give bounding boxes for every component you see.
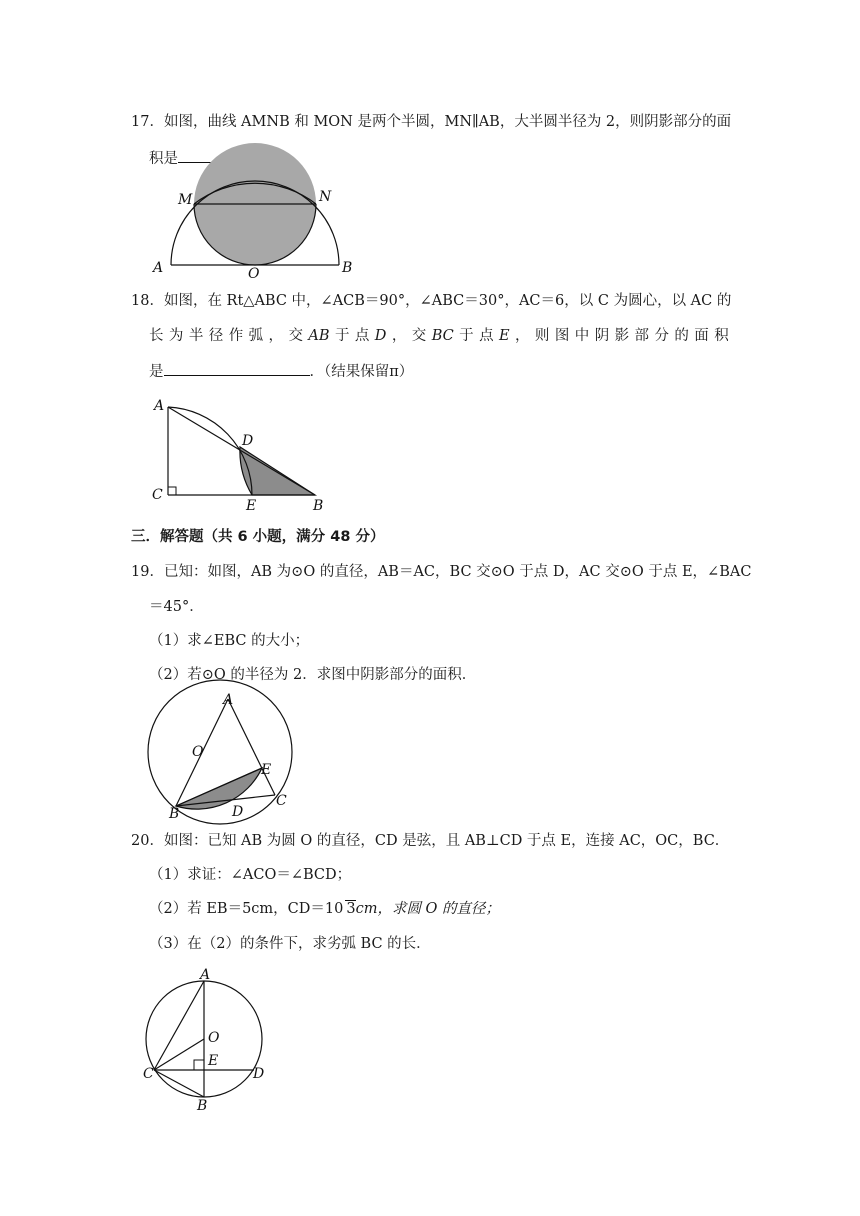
q18-text-line1: 18．如图，在 Rt△ABC 中，∠ACB＝90°，∠ABC＝30°，AC＝6，以 C 为圆心，以 AC 的 — [131, 293, 732, 309]
q18-line2-char: 为 — [168, 328, 184, 344]
q20-label-B: B — [197, 1098, 208, 1114]
q19-label-C: C — [276, 793, 287, 809]
q18-line2-char: 交 — [411, 328, 427, 344]
q19-label-A: A — [223, 692, 234, 708]
q18-line2-char: 点 — [354, 328, 370, 344]
q18-line2-char: 于 — [334, 328, 350, 344]
q20-part2-suffix: cm，求圆 O 的直径； — [355, 901, 501, 917]
q18-label-A: A — [154, 398, 165, 414]
q18-line2-char: 积 — [714, 328, 729, 344]
q19-part2: （2）若⊙O 的半径为 2．求图中阴影部分的面积． — [149, 667, 477, 683]
q19-label-E: E — [261, 762, 272, 778]
q20-label-O: O — [208, 1030, 220, 1046]
q19-figure — [145, 690, 295, 820]
q17-text-line1: 17．如图，曲线 AMNB 和 MON 是两个半圆，MN∥AB，大半圆半径为 2，则阴影部分的面 — [131, 114, 732, 130]
q18-line2-char: ， — [391, 328, 407, 344]
q18-line2-char: 图 — [554, 328, 570, 344]
q18-label-B: B — [313, 498, 324, 514]
q20-segment-AC — [154, 981, 204, 1070]
q17-figure — [145, 175, 365, 285]
q19-text-line2: ＝45°． — [149, 599, 204, 615]
q18-line2-char: 弧 — [248, 328, 264, 344]
q18-right-angle-mark — [168, 487, 176, 495]
q19-part1: （1）求∠EBC 的大小； — [149, 633, 310, 649]
q20-label-A: A — [200, 967, 211, 983]
q18-label-D: D — [242, 433, 254, 449]
q18-line2-char: 分 — [654, 328, 669, 344]
section-3-heading: 三．解答题（共 6 小题，满分 48 分） — [131, 529, 385, 545]
q17-label-B: B — [342, 260, 353, 276]
q18-line2-char: 的 — [674, 328, 689, 344]
q19-label-B: B — [169, 806, 180, 822]
q18-answer-blank[interactable] — [164, 361, 310, 376]
q18-line3-suffix: ．（结果保留π） — [309, 364, 414, 380]
q18-line2-char: 中 — [574, 328, 590, 344]
q18-line2-char: BC — [431, 328, 454, 344]
q18-line2-char: 长 — [149, 328, 164, 344]
q18-line2-char: 交 — [288, 328, 303, 344]
q18-line2-char: 于 — [459, 328, 474, 344]
q18-text-line2 — [149, 327, 729, 345]
q18-line2-char: E — [498, 328, 510, 344]
q20-sqrt-value: 3 — [346, 901, 356, 917]
q17-label-O: O — [248, 266, 260, 282]
q18-line2-char: AB — [308, 328, 330, 344]
q19-label-O: O — [192, 744, 204, 760]
q18-line2-char: ， — [515, 328, 530, 344]
q20-part1: （1）求证：∠ACO＝∠BCD； — [149, 867, 352, 883]
q18-line2-char: 径 — [208, 328, 224, 344]
q18-label-C: C — [152, 487, 163, 503]
q17-label-M: M — [178, 192, 193, 208]
q20-part2-prefix: （2）若 EB＝5cm，CD＝10 — [149, 901, 344, 917]
q20-right-angle-mark — [194, 1060, 204, 1070]
q20-label-D: D — [253, 1066, 265, 1082]
q18-line2-char: 作 — [228, 328, 244, 344]
q17-label-A: A — [153, 260, 164, 276]
q20-label-E: E — [208, 1053, 219, 1069]
q17-label-N: N — [319, 189, 332, 205]
q20-part3: （3）在（2）的条件下，求劣弧 BC 的长． — [149, 936, 431, 952]
q18-label-E: E — [246, 498, 257, 514]
q18-line2-char: ， — [268, 328, 284, 344]
q20-segment-OC — [154, 1039, 204, 1070]
q19-text-line1: 19．已知：如图，AB 为⊙O 的直径，AB＝AC，BC 交⊙O 于点 D，AC 交⊙O 于点 E，∠BAC — [131, 564, 752, 580]
q18-text-line3 — [149, 361, 413, 381]
q18-line2-char: 面 — [694, 328, 709, 344]
q20-label-C: C — [143, 1066, 154, 1082]
q18-line2-char: 影 — [614, 328, 630, 344]
q19-label-D: D — [232, 804, 244, 820]
q18-line3-prefix: 是 — [149, 364, 164, 380]
q18-line2-char: 部 — [634, 328, 650, 344]
q18-line2-char: D — [374, 328, 387, 344]
q18-line2-char: 点 — [479, 328, 494, 344]
q20-segment-BC — [154, 1070, 204, 1097]
q18-figure — [150, 395, 340, 515]
q18-line2-char: 半 — [188, 328, 204, 344]
q18-line2-char: 则 — [534, 328, 550, 344]
q20-figure — [140, 965, 280, 1115]
q20-part2 — [149, 900, 500, 918]
q20-text-line1: 20．如图：已知 AB 为圆 O 的直径，CD 是弦，且 AB⊥CD 于点 E，连接 AC，OC，BC． — [131, 833, 730, 849]
q18-line2-char: 阴 — [594, 328, 610, 344]
q18-side-AB — [168, 407, 315, 495]
q17-line2-prefix: 积是 — [149, 151, 178, 167]
